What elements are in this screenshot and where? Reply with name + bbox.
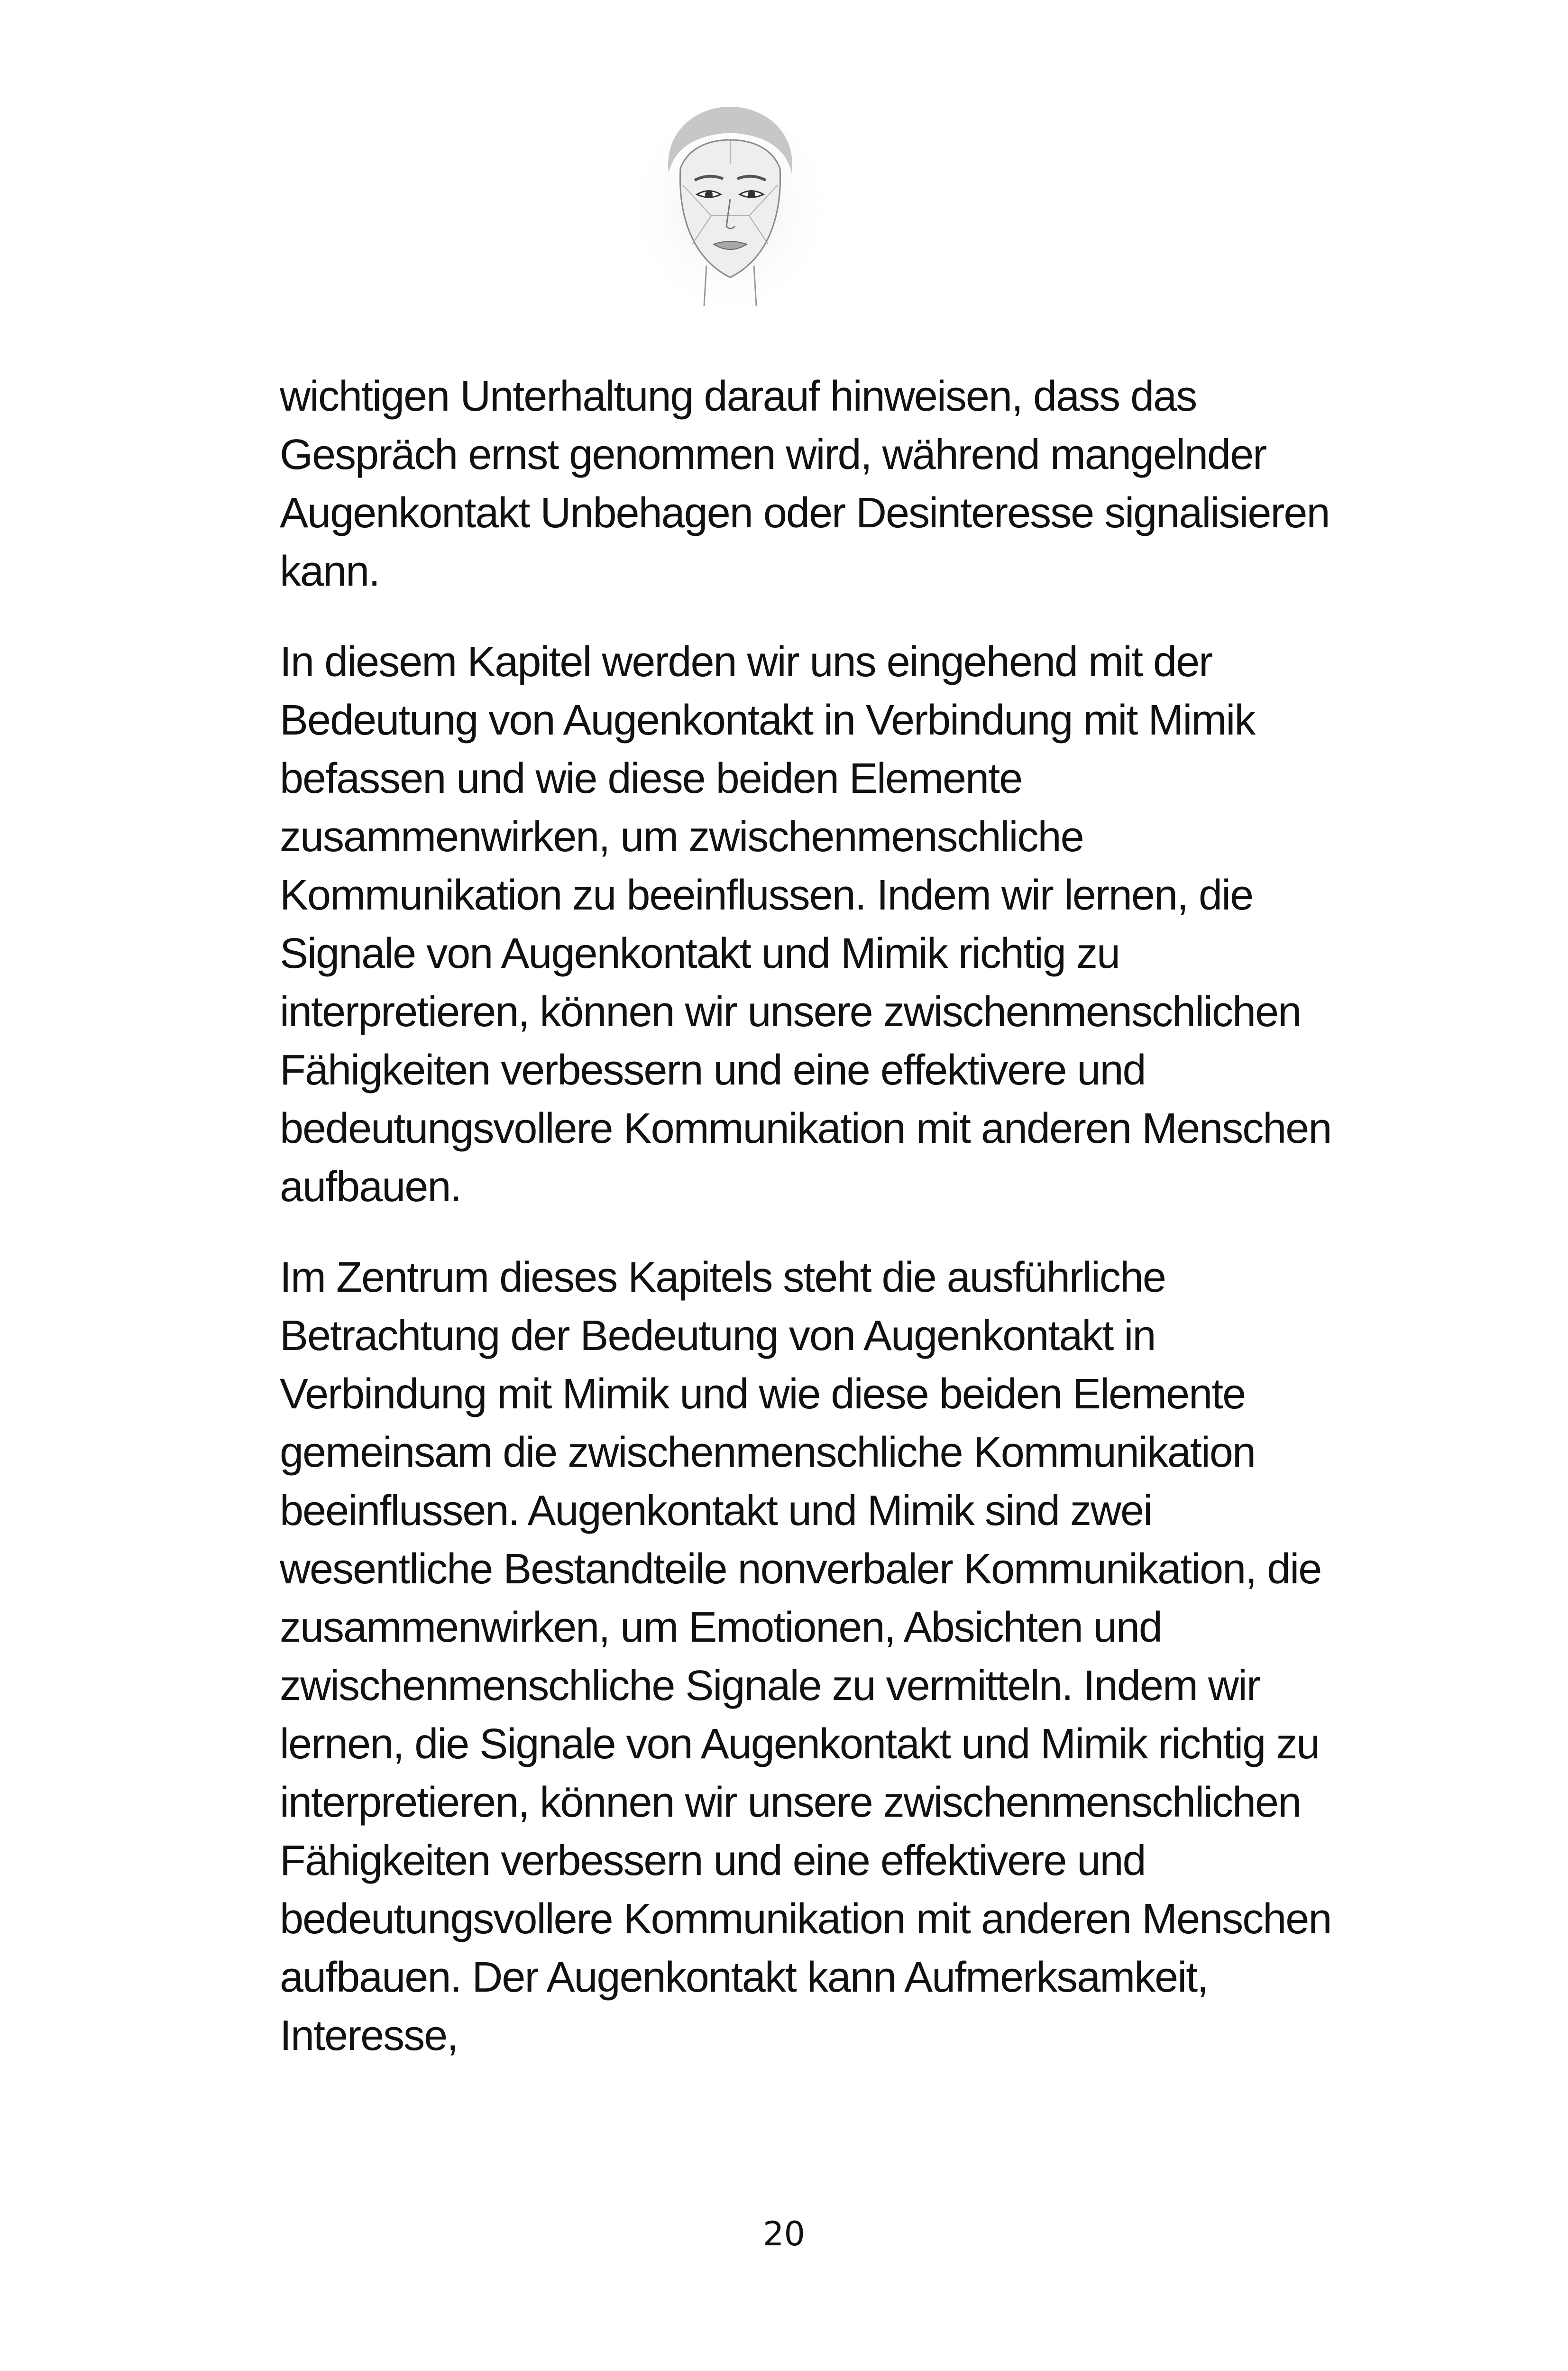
text-line: interpretieren, können wir unsere zwischenmenschlichen [280, 988, 1301, 1036]
text-line: Verbindung mit Mimik und wie diese beiden Elemente [280, 1370, 1246, 1418]
text-line: zusammenwirken, um zwischenmenschliche [280, 813, 1083, 861]
text-line: wesentliche Bestandteile nonverbaler Kommunikation, die [280, 1545, 1321, 1593]
text-line: Interesse, [280, 2012, 458, 2059]
text-line: Fähigkeiten verbessern und eine effektivere und [280, 1047, 1146, 1094]
text-line: zwischenmenschliche Signale zu vermitteln. Indem wir [280, 1662, 1260, 1709]
text-line: aufbauen. Der Augenkontakt kann Aufmerksamkeit, [280, 1954, 1208, 2001]
text-line: bedeutungsvollere Kommunikation mit anderen Menschen [280, 1895, 1331, 1943]
text-line: wichtigen Unterhaltung darauf hinweisen, dass das [280, 373, 1197, 420]
paragraph-1 [280, 368, 1330, 601]
paragraph-spacer [280, 1216, 1304, 1249]
text-line: In diesem Kapitel werden wir uns eingehend mit der [280, 638, 1212, 686]
text-line: lernen, die Signale von Augenkontakt und Mimik richtig zu [280, 1720, 1320, 1768]
text-line: Kommunikation zu beeinflussen. Indem wir lernen, die [280, 872, 1253, 919]
sketched-face-icon [635, 102, 825, 311]
page-number: 20 [762, 2215, 806, 2253]
text-line: zusammenwirken, um Emotionen, Absichten und [280, 1604, 1162, 1651]
text-line: Fähigkeiten verbessern und eine effektivere und [280, 1837, 1146, 1884]
text-line: Augenkontakt Unbehagen oder Desinteresse signalisieren [280, 489, 1330, 537]
paragraph-spacer [280, 601, 1304, 633]
text-line: aufbauen. [280, 1163, 461, 1211]
text-line: beeinflussen. Augenkontakt und Mimik sind zwei [280, 1487, 1152, 1535]
text-line: Signale von Augenkontakt und Mimik richtig zu [280, 930, 1120, 977]
text-line: interpretieren, können wir unsere zwischenmenschlichen [280, 1779, 1301, 1826]
text-line: Im Zentrum dieses Kapitels steht die ausführliche [280, 1254, 1165, 1301]
text-line: gemeinsam die zwischenmenschliche Kommunikation [280, 1429, 1255, 1476]
paragraph-3 [280, 1249, 1331, 2065]
paragraph-2 [280, 633, 1331, 1216]
text-line: Betrachtung der Bedeutung von Augenkontakt in [280, 1312, 1155, 1360]
text-line: bedeutungsvollere Kommunikation mit anderen Menschen [280, 1105, 1331, 1152]
text-line: befassen und wie diese beiden Elemente [280, 755, 1022, 802]
text-line: Gespräch ernst genommen wird, während mangelnder [280, 431, 1266, 478]
text-line: Bedeutung von Augenkontakt in Verbindung mit Mimik [280, 697, 1255, 744]
body-text [280, 368, 1331, 2065]
text-line: kann. [280, 548, 380, 595]
